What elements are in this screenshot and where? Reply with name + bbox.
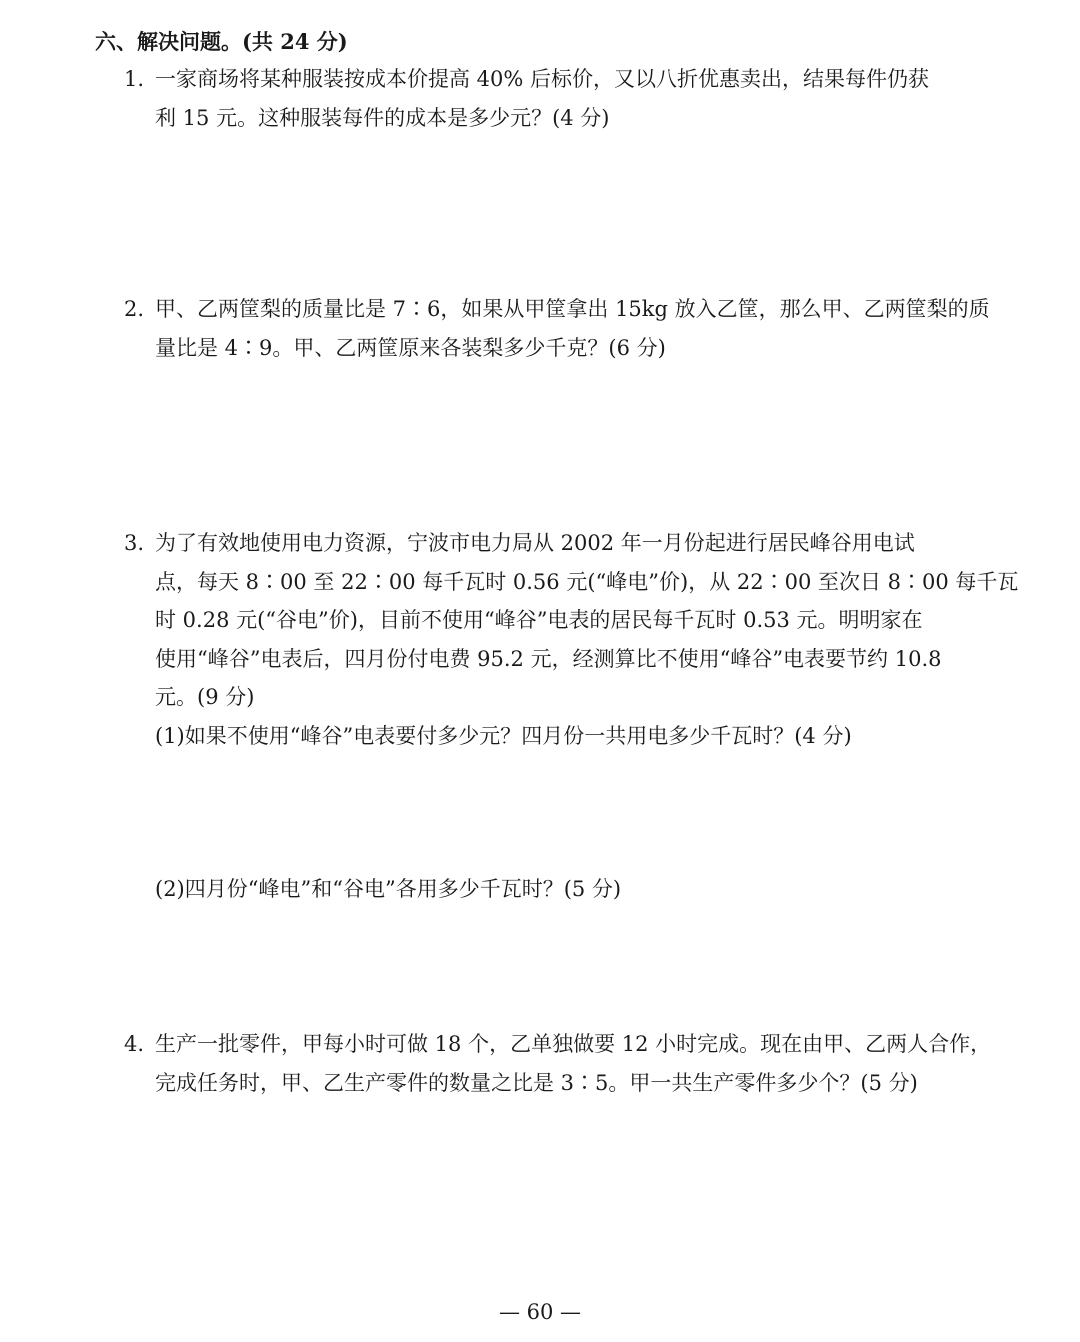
question-4: [124, 1025, 992, 1102]
question-text-line: 甲、乙两筐梨的质量比是 7∶6，如果从甲筐拿出 15kg 放入乙筐，那么甲、乙两筐梨的质: [155, 297, 990, 321]
question-number: 4.: [124, 1032, 145, 1056]
question-text-line: 利 15 元。这种服装每件的成本是多少元？(4 分): [155, 105, 610, 130]
question-number: 1.: [124, 67, 145, 91]
sub-question-1: (1)如果不使用“峰谷”电表要付多少元？四月份一共用电多少千瓦时？(4 分): [155, 723, 852, 748]
question-text-line: 生产一批零件，甲每小时可做 18 个，乙单独做要 12 小时完成。现在由甲、乙两人合作，: [155, 1032, 992, 1056]
page-number: — 60 —: [498, 1300, 582, 1324]
question-text-line: 使用“峰谷”电表后，四月份付电费 95.2 元，经测算比不使用“峰谷”电表要节约 10.8: [155, 646, 942, 671]
question-text-line: 量比是 4∶9。甲、乙两筐原来各装梨多少千克？(6 分): [155, 335, 666, 360]
question-number: 3.: [124, 531, 145, 555]
sub-question-2: (2)四月份“峰电”和“谷电”各用多少千瓦时？(5 分): [155, 877, 622, 901]
question-2: [124, 290, 990, 367]
question-number: 2.: [124, 297, 145, 321]
question-text-line: 一家商场将某种服装按成本价提高 40% 后标价，又以八折优惠卖出，结果每件仍获: [155, 67, 930, 91]
question-text-line: 点，每天 8∶00 至 22∶00 每千瓦时 0.56 元(“峰电”价)，从 22∶00 至次日 8∶00 每千瓦: [155, 569, 1019, 594]
question-text-line: 完成任务时，甲、乙生产零件的数量之比是 3∶5。甲一共生产零件多少个？(5 分): [155, 1070, 918, 1095]
question-text-line: 时 0.28 元(“谷电”价)，目前不使用“峰谷”电表的居民每千瓦时 0.53 元。明明家在: [155, 608, 923, 632]
question-3: [124, 524, 1019, 755]
question-text-line: 为了有效地使用电力资源，宁波市电力局从 2002 年一月份起进行居民峰谷用电试: [155, 531, 915, 555]
question-3-part-2: [124, 870, 954, 909]
section-title: 六、解决问题。(共 24 分): [95, 29, 348, 54]
question-text-line: 元。(9 分): [155, 685, 255, 709]
question-1: [124, 60, 954, 137]
